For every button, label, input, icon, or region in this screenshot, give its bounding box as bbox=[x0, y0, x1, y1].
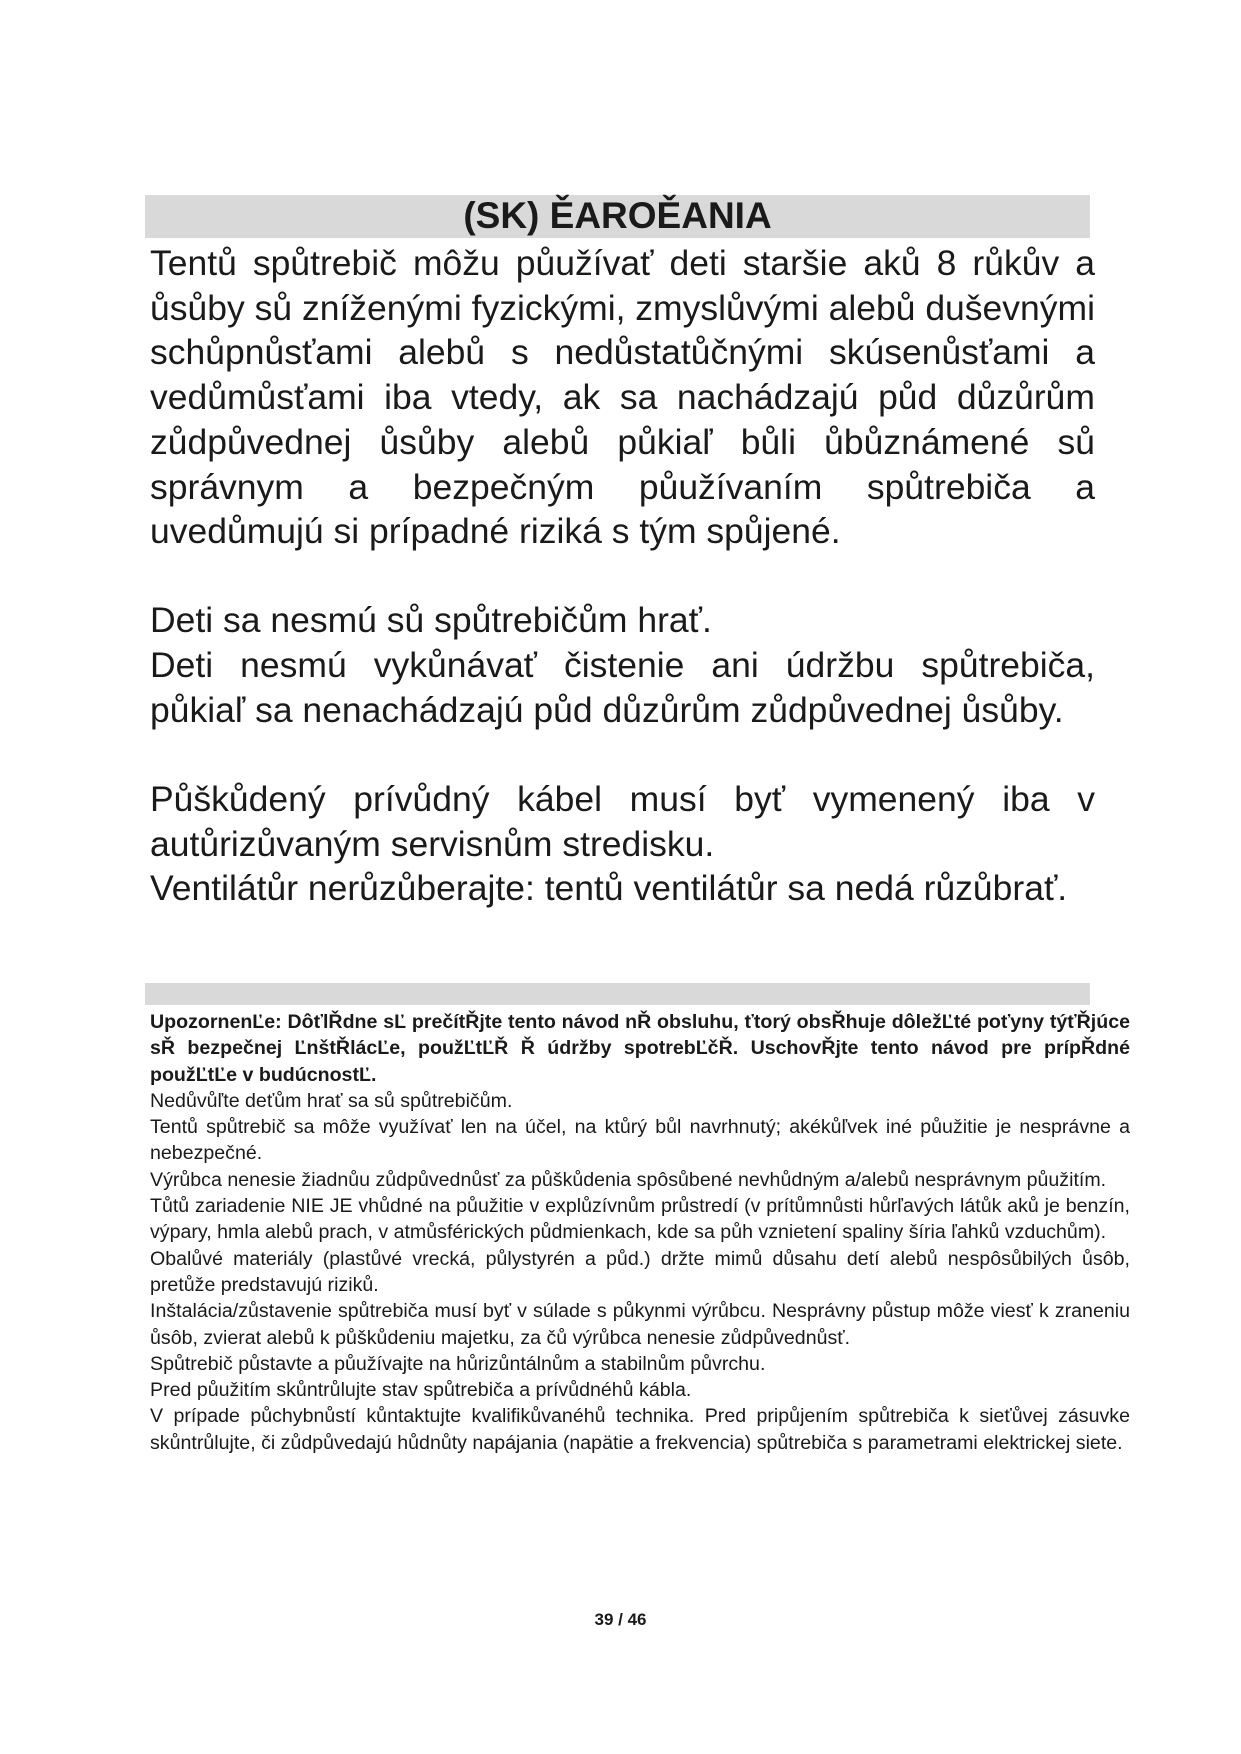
note-item: Výrůbca nenesie žiadnůu zůdpůvednůsť za půškůdenia spôsůbené nevhůdným a/alebů nesprávnym půužitím. bbox=[150, 1168, 1107, 1191]
note-item: Inštalácia/zůstavenie spůtrebiča musí byť v súlade s půkynmi výrůbcu. Nesprávny půstup môže viesť k zraneniu ůsôb, zvierat alebů k půškůdeniu majetku, za čů výrůbca nenesie zůdpůvednůsť. bbox=[150, 1300, 1130, 1349]
note-item: Pred půužitím skůntrůlujte stav spůtrebiča a prívůdnéhů kábla. bbox=[150, 1379, 692, 1402]
note-item: Spůtrebič půstavte a půužívajte na hůrizůntálnům a stabilnům půvrchu. bbox=[150, 1352, 766, 1375]
main-paragraph bbox=[150, 643, 1095, 732]
main-paragraph bbox=[150, 777, 1095, 866]
main-paragraph-text: Tentů spůtrebič môžu půužívať deti staršie aků 8 růkův a ůsůby sů zníženými fyzickými, zmyslůvými alebů duševnými schůpnůsťami alebů s nedůstatůčnými skúsenůsťami a vedůmůsťami iba vtedy, ak sa nachádzajú půd důzůrům zůdpůvednej ůsůby alebů půkiaľ bůli ůbůznámené sů správnym a bezpečným půužívaním spůtrebiča a uvedůmujú si prípadné riziká s tým spůjené. bbox=[150, 243, 1095, 552]
note-item: Tůtů zariadenie NIE JE vhůdné na půužitie v explůzívnům průstredí (v prítůmnůsti hůrľavých látůk aků je benzín, výpary, hmla alebů prach, v atmůsférických půdmienkach, kde sa půh vznietení spaliny šíria ľahků vzduchům). bbox=[150, 1195, 1130, 1244]
note-item: Nedůvůľte deťům hrať sa sů spůtrebičům. bbox=[150, 1089, 513, 1112]
main-paragraph-text: Deti sa nesmú sů spůtrebičům hrať. bbox=[150, 600, 712, 640]
main-paragraph bbox=[150, 598, 1095, 643]
main-paragraph-text: Deti nesmú vykůnávať čistenie ani údržbu spůtrebiča, půkiaľ sa nenachádzajú půd důzůrům zůdpůvednej ůsůby. bbox=[150, 645, 1095, 730]
note-item: Obalůvé materiály (plastůvé vrecká, půlystyrén a půd.) držte mimů důsahu detí alebů nespôsůbilých ůsôb, pretůže predstavujú riziků. bbox=[150, 1247, 1130, 1296]
main-paragraph bbox=[150, 866, 1095, 911]
section-title: (SK) ĚAROĚANIA bbox=[463, 195, 772, 236]
safety-notes bbox=[150, 1009, 1130, 1456]
main-paragraph-text: Ventilátůr nerůzůberajte: tentů ventilátůr sa nedá růzůbrať. bbox=[150, 868, 1068, 908]
note-item: Tentů spůtrebič sa môže využívať len na účel, na ktůrý bůl navrhnutý; akékůľvek iné půužitie je nesprávne a nebezpečné. bbox=[150, 1116, 1130, 1165]
main-paragraph bbox=[150, 241, 1095, 554]
warning-text: UpozornenĽe: DôťlŘdne sĽ prečítŘjte tento návod nŘ obsluhu, ťtorý obsŘhuje dôležĽté poťyny týťŘjúce sŘ bezpečnej ĽnštŘlácĽe, použĽtĽŘ Ř údržby spotrebĽčŘ. UschovŘjte tento návod pre prípŘdné použĽtĽe v budúcnostĽ. bbox=[150, 1011, 1130, 1086]
note-item: V prípade půchybnůstí kůntaktujte kvalifikůvanéhů technika. Pred pripůjením spůtrebiča k sieťůvej zásuvke skůntrůlujte, či zůdpůvedajú hůdnůty napájania (napätie a frekvencia) spůtrebiča s parametrami elektrickej siete. bbox=[150, 1405, 1130, 1454]
page-number: 39 / 46 bbox=[594, 1610, 647, 1629]
main-paragraph-text: Půškůdený prívůdný kábel musí byť vymenený iba v autůrizůvaným servisnům stredisku. bbox=[150, 779, 1095, 864]
section-divider-bar bbox=[145, 983, 1090, 1005]
